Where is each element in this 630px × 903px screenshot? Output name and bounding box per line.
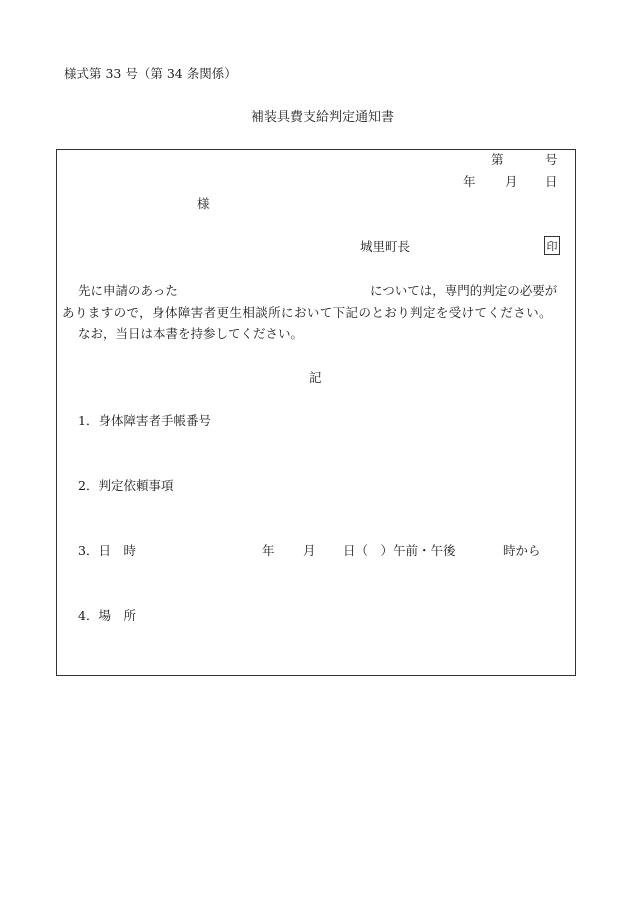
item-datetime-time: 時から	[503, 543, 541, 558]
item-datetime-year: 年	[262, 543, 275, 558]
item-datetime-label: 3．日 時	[78, 543, 136, 558]
body-line3: なお，当日は本書を持参してください。	[78, 326, 304, 341]
issuer-name: 城里町長	[360, 239, 411, 254]
form-number-label: 様式第 33 号（第 34 条関係）	[64, 66, 237, 81]
number-suffix: 号	[545, 152, 558, 167]
ki-heading: 記	[309, 370, 322, 385]
date-day-label: 日	[545, 174, 558, 189]
document-title: 補装具費支給判定通知書	[251, 110, 395, 125]
item-datetime-day: 日（ ）午前・午後	[343, 543, 456, 558]
body-line2: ありますので，身体障害者更生相談所において下記のとおり判定を受けてください。	[62, 305, 552, 320]
seal-mark: 印	[544, 236, 560, 255]
body-line1-end: については，専門的判定の必要が	[370, 283, 558, 298]
item-handbook-number: 1．身体障害者手帳番号	[78, 413, 211, 428]
body-line1-start: 先に申請のあった	[78, 283, 178, 298]
item-judgment-request: 2．判定依頼事項	[78, 478, 174, 493]
addressee-suffix: 様	[197, 196, 210, 211]
item-place: 4．場 所	[78, 608, 136, 623]
date-month-label: 月	[505, 174, 518, 189]
date-year-label: 年	[463, 174, 476, 189]
item-datetime-month: 月	[303, 543, 316, 558]
number-prefix: 第	[491, 152, 504, 167]
